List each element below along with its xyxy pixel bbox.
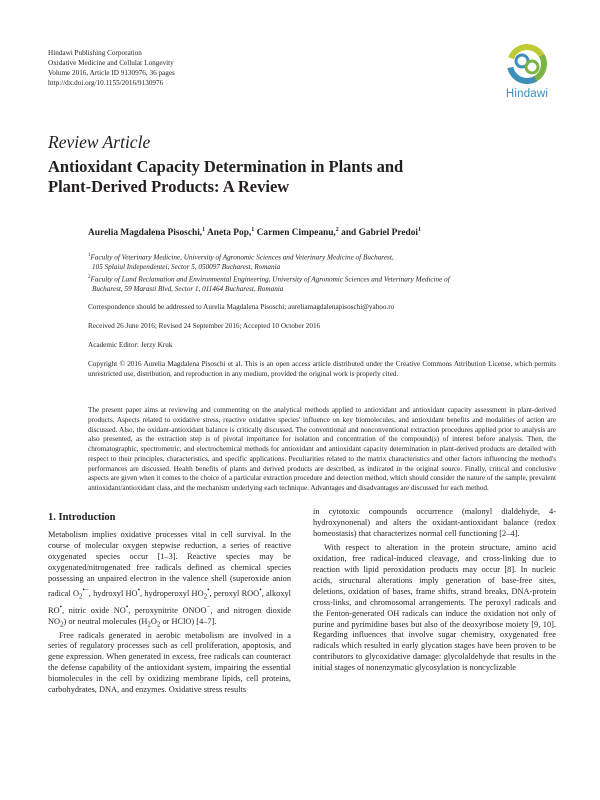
publisher-name: Hindawi Publishing Corporation (48, 49, 142, 57)
journal-name: Oxidative Medicine and Cellular Longevity (48, 59, 174, 67)
section-heading: 1. Introduction (48, 512, 116, 523)
author-sup: 1 (251, 227, 255, 233)
affiliation-line: Bucharest, 59 Marasti Blvd, Sector 1, 011464 Bucharest, Romania (92, 284, 284, 293)
author-name[interactable]: Aneta Pop, (206, 228, 252, 239)
correspondence-note: Correspondence should be addressed to Aurelia Magdalena Pisoschi; aureliamagdalenapisoschi@yahoo.ro (88, 303, 395, 311)
body-paragraph: in cytotoxic compounds occurrence (malonyl dialdehyde, 4-hydroxynonenal) and alters the oxidant-antioxidant balance (redox homeostasis) that characterizes normal cell functioning [2–4]. (313, 507, 556, 538)
title-line-1: Antioxidant Capacity Determination in Plants and (48, 157, 404, 176)
affiliation-line: Faculty of Land Reclamation and Environmental Engineering, University of Agronomic Sciences and Veterinary Medicine of (90, 275, 450, 284)
author-sup: 2 (335, 227, 339, 233)
article-type: Review Article (48, 132, 151, 152)
title-line-2: Plant-Derived Products: A Review (48, 177, 290, 196)
hindawi-logo-icon (500, 41, 554, 87)
journal-header (48, 48, 175, 88)
volume-info: Volume 2016, Article ID 9130976, 36 pages (48, 69, 175, 77)
history-dates: Received 26 June 2016; Revised 24 September 2016; Accepted 10 October 2016 (88, 322, 321, 330)
hindawi-logo[interactable] (500, 41, 554, 105)
abstract: The present paper aims at reviewing and commenting on the analytical methods applied to antioxidant and antioxidant capacity assessment in plant-derived products. Aspects related to oxidative stress, reactive oxidative species' influence on key biomolecules, and antioxidant benefits and modalities of action are discussed. Also, the oxidant-antioxidant balance is critically discussed. The conventional and nonconventional extraction procedures applied prior to analysis are also presented, as the extraction step is of pivotal importance for isolation and concentration of the compound(s) of interest before analysis. Then, the chromatographic, spectrometric, and electrochemical methods for antioxidant and antioxidant capacity determination in plant-derived products are detailed with respect to their principles, characteristics, and specific applications. Peculiarities related to the matrix characteristics and other factors influencing the method's performances are discussed. Health benefits of plants and derived products are described, as indicated in the original source. Finally, critical and conclusive aspects are given when it comes to the choice of a particular extraction procedure and detection method, which should consider the nature of the sample, prevalent antioxidant/antioxidant class, and the mechanism underlying each technique. Advantages and disadvantages are discussed for each method. (88, 406, 556, 492)
affiliation-1 (88, 251, 558, 272)
affiliation-sup: 2 (88, 275, 91, 280)
academic-editor: Academic Editor: Jerzy Kruk (88, 341, 173, 349)
affiliation-sup: 1 (88, 253, 91, 258)
doi-link[interactable]: http://dx.doi.org/10.1155/2016/9130976 (48, 79, 164, 87)
copyright-notice: Copyright © 2016 Aurelia Magdalena Pisoschi et al. This is an open access article distributed under the Creative Commons Attribution License, which permits unrestricted use, distribution, and reproduction in any medium, provided the original work is properly cited. (88, 360, 556, 378)
affiliation-2 (88, 273, 558, 294)
body-paragraph: Free radicals generated in aerobic metabolism are involved in a series of regulatory processes such as cell proliferation, apoptosis, and gene expression. When generated in excess, free radicals can counteract the defense capability of the antioxidant system, impairing the essential biomolecules in the cell by oxidizing membrane lipids, cell proteins, carbohydrates, DNA, and enzymes. Oxidative stress results (48, 630, 291, 695)
affiliation-line: Faculty of Veterinary Medicine, University of Agronomic Sciences and Veterinary Medicine of Bucharest, (90, 253, 394, 262)
body-paragraph: Metabolism implies oxidative processes vital in cell survival. In the course of molecular oxygen stepwise reduction, a series of reactive oxygenated species occur [1–3]. Reactive species may be oxygenated/nitrogenated free radicals defined as chemical species possessing an unpaired electron in the valence shell (superoxide anion radical $O_2^{•-}$, hydroxyl HO•, hydroperoxyl $HO_2^•$, peroxyl ROO•, alkoxyl RO•, nitric oxide NO•, peroxynitrite ONOO−, and nitrogen dioxide $NO_2$) or neutral molecules ($H_2O_2$ or HClO) [4–7]. (48, 530, 292, 629)
hindawi-wordmark: Hindawi (505, 88, 549, 100)
author-name[interactable]: Carmen Cimpeanu, (256, 228, 336, 239)
author-sup: 1 (418, 227, 422, 233)
affiliation-line: 105 Splaiul Independentei, Sector 5, 050097 Bucharest, Romania (92, 262, 281, 271)
author-name[interactable]: Aurelia Magdalena Pisoschi, (88, 228, 203, 239)
article-title (48, 157, 548, 197)
body-paragraph: With respect to alteration in the protein structure, amino acid oxidation, free radical-induced cleavage, and cross-linking due to reaction with lipid peroxidation products may occur [8]. In nucleic acids, structural alterations imply generation of base-free sites, deletions, oxidation of bases, frame shifts, strand breaks, DNA-protein cross-links, and chromosomal arrangements. The peroxyl radicals and the Fenton-generated OH radicals can induce the oxidation not only of purine and pyrimidine bases but also of the deoxyribose moiety [9, 10]. Regarding influences that involve sugar chemistry, oxygenated free radicals which resulted in early glycation stages have been proven to be contributors to glycoxidative damage: glycolaldehyde that results in the initial stages of nonenzymatic glycosylation is noncyclizable (313, 542, 556, 673)
author-name[interactable]: and Gabriel Predoi (341, 228, 419, 239)
body-column-left (48, 530, 291, 696)
body-column-right (313, 507, 556, 674)
author-list (88, 227, 421, 238)
author-sup: 1 (202, 227, 206, 233)
